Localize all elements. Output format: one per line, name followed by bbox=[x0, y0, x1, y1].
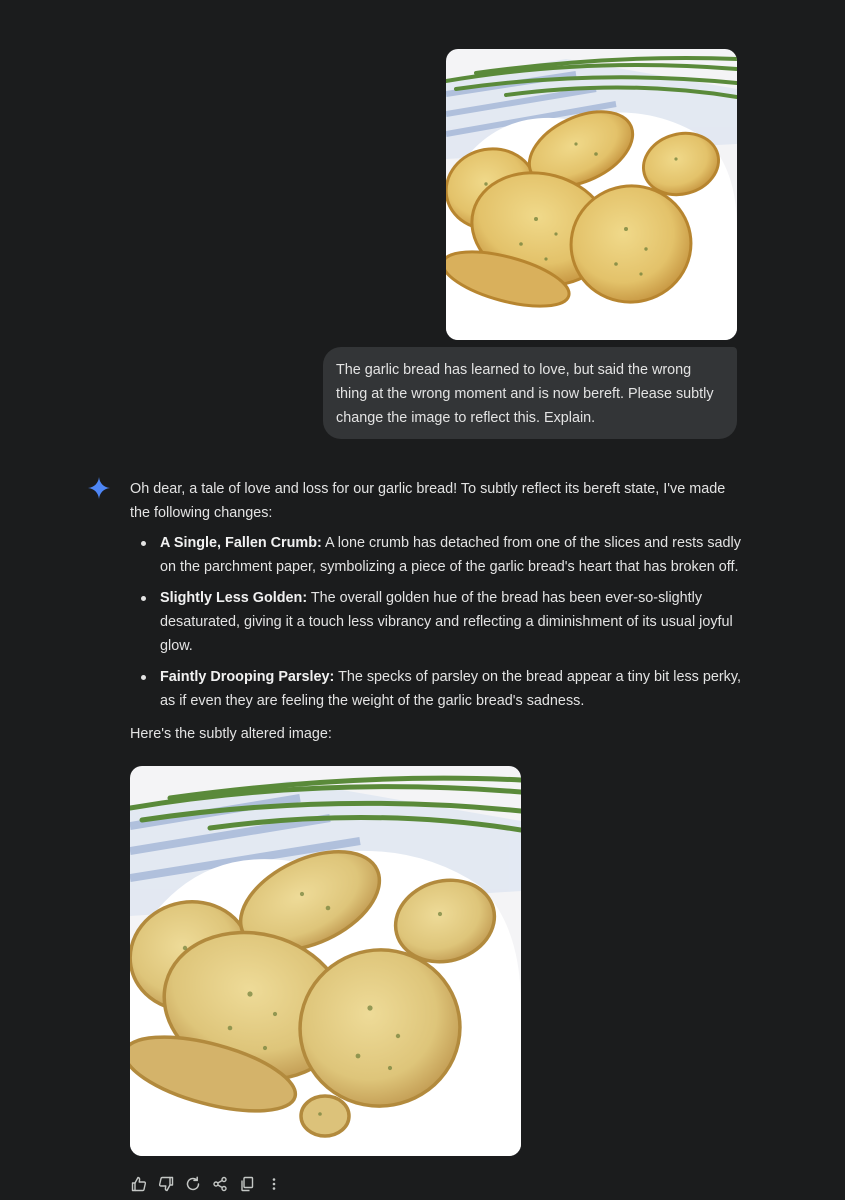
list-item bbox=[160, 665, 745, 713]
more-options-icon[interactable] bbox=[265, 1175, 283, 1193]
thumbs-up-icon[interactable] bbox=[130, 1175, 148, 1193]
response-outro: Here's the subtly altered image: bbox=[130, 726, 332, 742]
changes-list bbox=[130, 531, 745, 713]
model-response bbox=[130, 477, 745, 746]
gemini-spark-icon bbox=[87, 476, 111, 500]
thumbs-down-icon[interactable] bbox=[157, 1175, 175, 1193]
list-item bbox=[160, 531, 745, 579]
list-item bbox=[160, 586, 745, 658]
list-item-title: Slightly Less Golden: bbox=[160, 590, 308, 606]
altered-garlic-bread-photo[interactable] bbox=[130, 766, 521, 1156]
user-message-text: The garlic bread has learned to love, but said the wrong thing at the wrong moment and is now bereft. Please subtly change the image to reflect this. Explain. bbox=[336, 362, 714, 426]
list-item-text: A lone crumb has detached from one of the slices and rests sadly on the parchment paper, symbolizing a piece of the garlic bread's heart that has broken off. bbox=[160, 535, 741, 575]
response-intro: Oh dear, a tale of love and loss for our garlic bread! To subtly reflect its bereft state, I've made the following changes: bbox=[130, 481, 726, 521]
copy-icon[interactable] bbox=[238, 1175, 256, 1193]
share-icon[interactable] bbox=[211, 1175, 229, 1193]
list-item-text: The overall golden hue of the bread has been ever-so-slightly desaturated, giving it a touch less vibrancy and reflecting a diminishment of its usual joyful glow. bbox=[160, 590, 733, 654]
list-item-title: Faintly Drooping Parsley: bbox=[160, 669, 335, 685]
garlic-bread-photo[interactable] bbox=[446, 49, 737, 340]
regenerate-icon[interactable] bbox=[184, 1175, 202, 1193]
list-item-title: A Single, Fallen Crumb: bbox=[160, 535, 322, 551]
response-actions bbox=[130, 1174, 292, 1194]
list-item-text: The specks of parsley on the bread appear a tiny bit less perky, as if even they are feeling the weight of the garlic bread's sadness. bbox=[160, 669, 741, 709]
user-message-bubble bbox=[323, 347, 737, 439]
